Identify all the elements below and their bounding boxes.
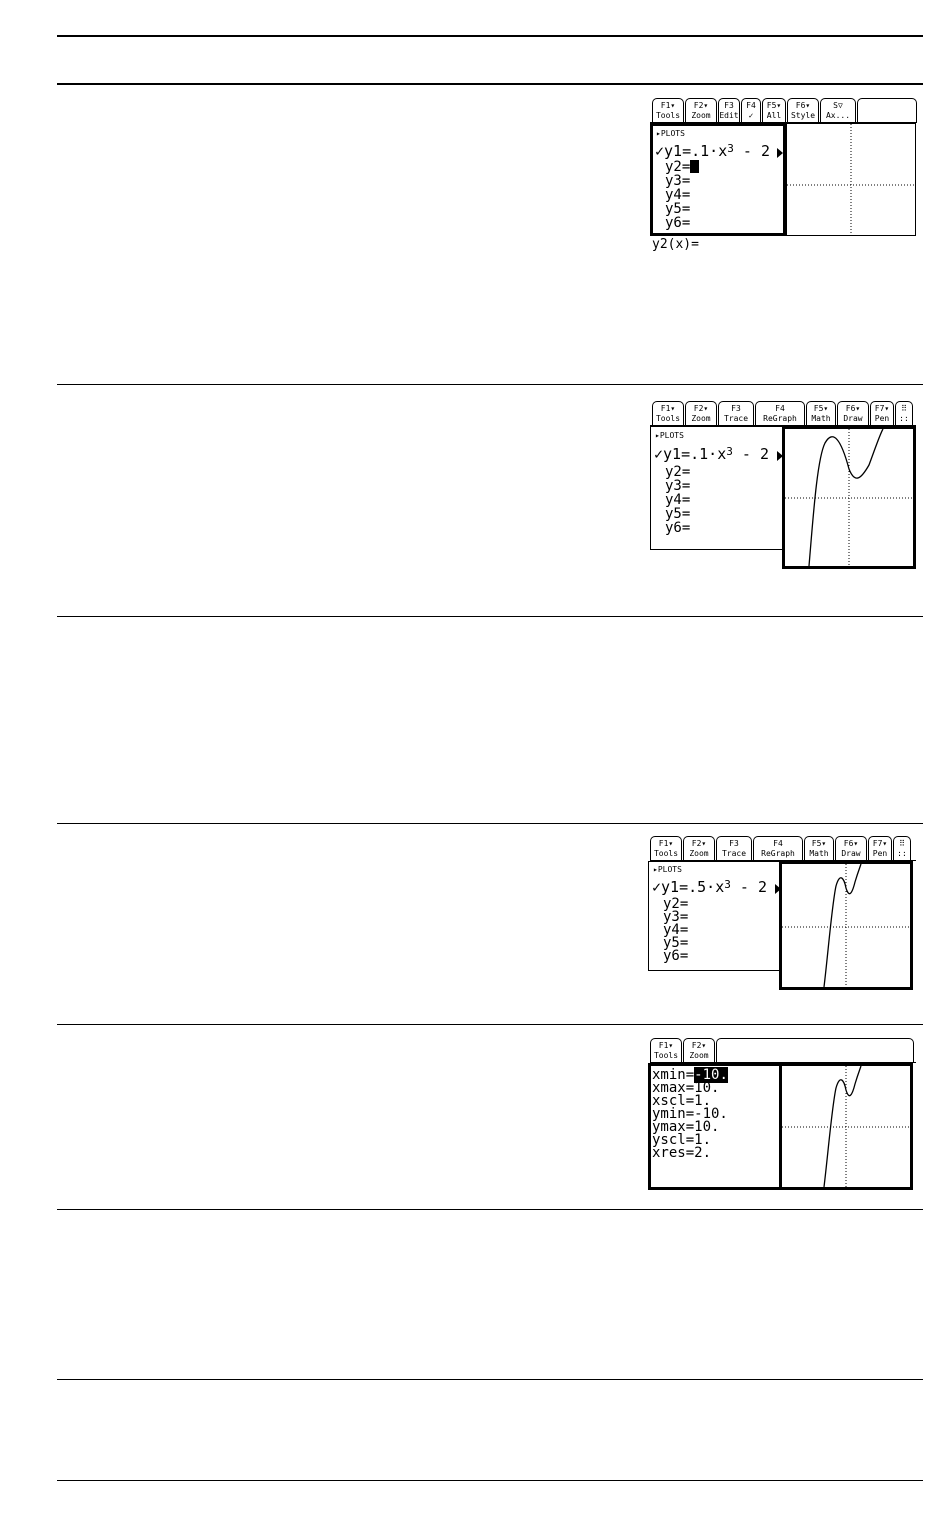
equation-row[interactable]: y2=	[665, 464, 691, 480]
tab-axes[interactable]: S▽ Ax...	[820, 98, 856, 122]
calculator-screen-graph-1	[650, 401, 916, 569]
equation-row[interactable]: y6=	[663, 948, 689, 964]
tab-f2-zoom[interactable]: F2▾ Zoom	[685, 98, 717, 122]
equation-row[interactable]: y4=	[663, 922, 689, 938]
window-variable-row[interactable]: xmax=10.	[652, 1080, 720, 1096]
row-divider	[57, 823, 923, 824]
equation-row[interactable]: y6=	[665, 520, 691, 536]
tab-f7-pen[interactable]: F7▾ Pen	[870, 401, 894, 425]
equation-row[interactable]: y3=	[663, 909, 689, 925]
toolbar-filler	[716, 1038, 914, 1063]
toolbar	[650, 836, 916, 862]
tab-f2-zoom[interactable]: F2▾ Zoom	[683, 1038, 715, 1062]
tab-f4-check[interactable]: F4 ✓	[741, 98, 761, 122]
equation-y1[interactable]: $✓y1=.1\cdot x^3 - 2$	[655, 142, 770, 160]
equation-pane	[650, 123, 786, 236]
window-variable-row[interactable]: ymax=10.	[652, 1119, 720, 1135]
toolbar	[650, 401, 916, 427]
plots-label[interactable]: ▸PLOTS	[655, 431, 684, 440]
window-variable-row[interactable]: xscl=1.	[652, 1093, 712, 1109]
graph-pane	[782, 426, 916, 569]
toolbar-filler	[857, 98, 917, 123]
tab-f5-math[interactable]: F5▾ Math	[806, 401, 836, 425]
bottom-rule	[57, 1480, 923, 1481]
equation-row[interactable]: y5=	[663, 935, 689, 951]
graph-axes	[787, 124, 915, 235]
tab-f1-tools[interactable]: F1▾ Tools	[650, 836, 682, 860]
equation-row[interactable]: y3=	[665, 173, 691, 189]
plots-label[interactable]: ▸PLOTS	[653, 865, 682, 874]
equation-row[interactable]: y4=	[665, 492, 691, 508]
tab-more[interactable]: ⠿ ::	[893, 836, 911, 860]
graph-pane	[779, 861, 913, 990]
header-rule	[57, 83, 923, 85]
equation-row[interactable]: y5=	[665, 506, 691, 522]
row-divider	[57, 1379, 923, 1380]
tab-more[interactable]: ⠿ ::	[895, 401, 913, 425]
row-divider	[57, 616, 923, 617]
curve-y1	[824, 864, 861, 987]
equation-row[interactable]: y3=	[665, 478, 691, 494]
tab-f7-pen[interactable]: F7▾ Pen	[868, 836, 892, 860]
row-divider	[57, 1024, 923, 1025]
window-variable-row[interactable]: ymin=-10.	[652, 1106, 728, 1122]
window-variable-row[interactable]: xres=2.	[652, 1145, 712, 1161]
equation-y1[interactable]: $✓y1=.1\cdot x^3 - 2$	[654, 445, 769, 463]
tab-f5-all[interactable]: F5▾ All	[762, 98, 786, 122]
tab-f5-math[interactable]: F5▾ Math	[804, 836, 834, 860]
tab-f2-zoom[interactable]: F2▾ Zoom	[685, 401, 717, 425]
tab-f1-tools[interactable]: F1▾ Tools	[650, 1038, 682, 1062]
tab-f4-regraph[interactable]: F4 ReGraph	[753, 836, 803, 860]
tab-f3-edit[interactable]: F3 Edit	[718, 98, 740, 122]
calculator-screen-y-editor	[650, 98, 916, 254]
xmin-field[interactable]: xmin=-10.	[652, 1067, 728, 1083]
tab-f6-style[interactable]: F6▾ Style	[787, 98, 819, 122]
toolbar	[650, 1038, 916, 1064]
graph-plot	[782, 1066, 910, 1187]
tab-f3-trace[interactable]: F3 Trace	[718, 401, 754, 425]
graph-pane	[786, 123, 916, 236]
top-rule	[57, 35, 923, 37]
equation-row[interactable]: y5=	[665, 201, 691, 217]
tab-f1-tools[interactable]: F1▾ Tools	[652, 98, 684, 122]
toolbar	[650, 98, 916, 124]
plots-label[interactable]: ▸PLOTS	[656, 129, 685, 138]
xmin-value[interactable]: -10.	[694, 1067, 728, 1083]
graph-plot	[782, 864, 910, 987]
equation-pane	[650, 426, 784, 550]
row-divider	[57, 1209, 923, 1210]
equation-y2[interactable]: y2=	[665, 160, 699, 174]
tab-f1-tools[interactable]: F1▾ Tools	[652, 401, 684, 425]
tab-f6-draw[interactable]: F6▾ Draw	[835, 836, 867, 860]
graph-pane	[779, 1063, 913, 1190]
scroll-right-icon	[777, 148, 783, 158]
graph-plot	[785, 429, 913, 566]
equation-row[interactable]: y6=	[665, 215, 691, 231]
row-divider	[57, 384, 923, 385]
window-variable-row[interactable]: yscl=1.	[652, 1132, 712, 1148]
tab-f6-draw[interactable]: F6▾ Draw	[837, 401, 869, 425]
calculator-screen-graph-2	[650, 836, 916, 990]
equation-y1[interactable]: $✓y1=.5\cdot x^3 - 2$	[652, 878, 767, 896]
calculator-screen-window-editor	[650, 1038, 916, 1190]
equation-pane	[648, 861, 782, 971]
equation-row[interactable]: y2=	[663, 896, 689, 912]
equation-row[interactable]: y4=	[665, 187, 691, 203]
tab-f3-trace[interactable]: F3 Trace	[716, 836, 752, 860]
tab-f2-zoom[interactable]: F2▾ Zoom	[683, 836, 715, 860]
tab-f4-regraph[interactable]: F4 ReGraph	[755, 401, 805, 425]
window-variables-pane	[648, 1063, 782, 1190]
cursor-icon	[690, 160, 699, 173]
status-line: y2(x)=	[652, 237, 699, 252]
